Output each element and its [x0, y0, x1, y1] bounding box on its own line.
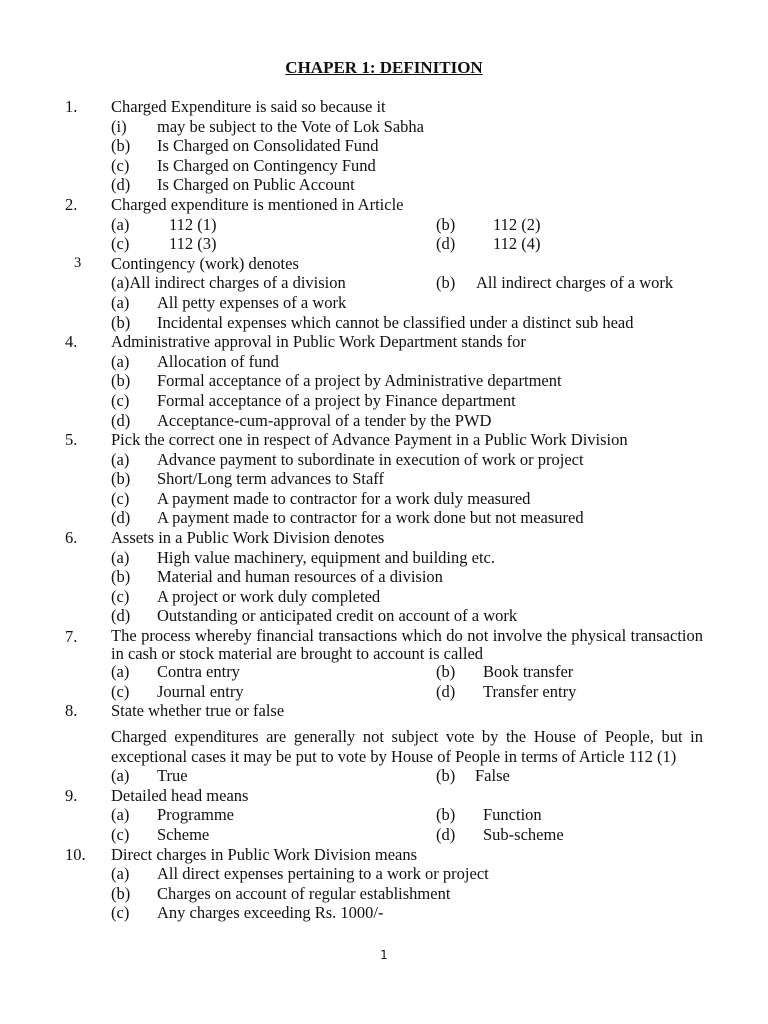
option-row — [0, 371, 768, 391]
option-text: False — [475, 766, 510, 786]
option-text: Journal entry — [157, 681, 244, 701]
option-text: Short/Long term advances to Staff — [157, 469, 384, 489]
option-label: (a) — [111, 547, 130, 567]
option-text: Any charges exceeding Rs. 1000/- — [157, 903, 384, 923]
option-row — [0, 567, 768, 587]
option-text: Formal acceptance of a project by Finance department — [157, 390, 516, 410]
option-label: (a) — [111, 292, 130, 312]
option-label: (b) — [436, 766, 456, 786]
option-text: High value machinery, equipment and building etc. — [157, 547, 496, 567]
option-label: (c) — [111, 681, 130, 701]
option-label: (i) — [111, 116, 127, 136]
option-label: (d) — [111, 508, 131, 528]
option-row — [0, 864, 768, 884]
option-text: 112 (3) — [169, 234, 217, 254]
option-row — [0, 175, 768, 195]
question-text: State whether true or false — [111, 701, 285, 721]
option-label: (d) — [111, 175, 131, 195]
option-row — [0, 313, 768, 333]
question-number: 8. — [65, 701, 78, 721]
option-label: (b) — [436, 214, 456, 234]
question-1 — [0, 97, 768, 117]
option-label: (d) — [111, 606, 131, 626]
option-row — [0, 587, 768, 607]
question-text: Pick the correct one in respect of Advance Payment in a Public Work Division — [111, 430, 628, 450]
question-text: Direct charges in Public Work Division means — [111, 844, 418, 864]
option-text: may be subject to the Vote of Lok Sabha — [157, 116, 425, 136]
option-label: (a) — [111, 766, 130, 786]
question-9 — [0, 786, 768, 806]
question-number: 4. — [65, 332, 78, 352]
option-text: Advance payment to subordinate in execution of work or project — [157, 449, 584, 469]
option-label: (d) — [436, 681, 456, 701]
question-text: The process whereby financial transactions which do not involve the physical transaction in cash or stock material are brought to account is called — [111, 626, 703, 663]
option-row — [0, 293, 768, 313]
option-row — [0, 411, 768, 431]
option-row — [0, 117, 768, 137]
option-text: 112 (1) — [169, 214, 217, 234]
option-row — [0, 352, 768, 372]
option-text: Is Charged on Consolidated Fund — [157, 136, 379, 156]
option-label: (c) — [111, 234, 130, 254]
option-text: (a)All indirect charges of a division — [111, 273, 346, 293]
option-label: (b) — [111, 371, 131, 391]
option-label: (b) — [111, 312, 131, 332]
option-label: (a) — [111, 805, 130, 825]
question-number: 3 — [74, 254, 82, 271]
option-label: (b) — [111, 883, 131, 903]
option-text: Allocation of fund — [157, 351, 279, 371]
option-row — [0, 215, 768, 235]
option-text: Book transfer — [483, 662, 574, 682]
option-row — [0, 903, 768, 923]
question-list — [0, 97, 768, 923]
question-number: 6. — [65, 528, 78, 548]
question-10 — [0, 845, 768, 865]
option-text: Sub-scheme — [483, 824, 564, 844]
question-3 — [0, 254, 768, 274]
option-label: (a) — [111, 214, 130, 234]
question-number: 1. — [65, 97, 78, 116]
question-number: 7. — [65, 627, 78, 647]
option-label: (d) — [436, 824, 456, 844]
option-text: Is Charged on Contingency Fund — [157, 155, 376, 175]
option-row — [0, 682, 768, 702]
option-label: (b) — [436, 805, 456, 825]
option-label: (b) — [111, 469, 131, 489]
question-number: 5. — [65, 430, 78, 450]
question-text: Charged Expenditure is said so because it — [111, 97, 386, 116]
question-text: Contingency (work) denotes — [111, 253, 299, 273]
option-row — [0, 450, 768, 470]
option-text: A payment made to contractor for a work done but not measured — [157, 508, 584, 528]
option-text: Acceptance-cum-approval of a tender by the PWD — [157, 410, 492, 430]
option-row — [0, 884, 768, 904]
option-text: Outstanding or anticipated credit on account of a work — [157, 606, 518, 626]
question-text: Administrative approval in Public Work Department stands for — [111, 332, 526, 352]
statement-text: Charged expenditures are generally not subject vote by the House of People, but in exceptional cases it may be put to vote by House of People in terms of Article 112 (1) — [111, 727, 703, 766]
option-label: (a) — [111, 351, 130, 371]
option-row — [0, 136, 768, 156]
option-text: Scheme — [157, 824, 210, 844]
question-number: 9. — [65, 785, 78, 805]
option-text: All direct expenses pertaining to a work or project — [157, 864, 489, 884]
option-row — [0, 662, 768, 682]
option-text: Material and human resources of a division — [157, 567, 443, 587]
option-row — [0, 548, 768, 568]
option-label: (c) — [111, 488, 130, 508]
option-text: All petty expenses of a work — [157, 292, 347, 312]
option-row — [0, 391, 768, 411]
option-row — [0, 273, 768, 293]
option-label: (a) — [111, 662, 130, 682]
option-row — [0, 825, 768, 845]
option-row — [0, 156, 768, 176]
option-row — [0, 805, 768, 825]
option-text: Formal acceptance of a project by Administrative department — [157, 371, 562, 391]
question-text: Assets in a Public Work Division denotes — [111, 528, 385, 548]
question-4 — [0, 332, 768, 352]
question-text: Detailed head means — [111, 785, 249, 805]
option-label: (b) — [111, 567, 131, 587]
question-5 — [0, 430, 768, 450]
option-label: (b) — [436, 273, 456, 293]
question-6 — [0, 528, 768, 548]
page-title: CHAPER 1: DEFINITION — [285, 58, 483, 77]
option-label: (c) — [111, 903, 130, 923]
option-text: Function — [483, 805, 542, 825]
option-text: 112 (4) — [493, 234, 541, 254]
option-label: (b) — [436, 662, 456, 682]
question-2 — [0, 195, 768, 215]
option-text: A payment made to contractor for a work duly measured — [157, 488, 531, 508]
option-text: Charges on account of regular establishment — [157, 883, 451, 903]
option-text: Incidental expenses which cannot be classified under a distinct sub head — [157, 312, 634, 332]
question-number: 2. — [65, 194, 78, 214]
option-text: All indirect charges of a work — [476, 273, 674, 293]
option-row — [0, 469, 768, 489]
option-text: Transfer entry — [483, 681, 577, 701]
option-text: True — [157, 766, 188, 786]
option-row — [0, 766, 768, 786]
option-text: Programme — [157, 805, 234, 825]
option-row — [0, 508, 768, 528]
option-text: A project or work duly completed — [157, 586, 381, 606]
page-number: 1 — [380, 948, 388, 962]
option-label: (c) — [111, 824, 130, 844]
option-label: (c) — [111, 586, 130, 606]
option-row — [0, 489, 768, 509]
option-label: (d) — [436, 234, 456, 254]
question-8 — [0, 701, 768, 721]
option-row — [0, 234, 768, 254]
option-row — [0, 606, 768, 626]
option-label: (d) — [111, 410, 131, 430]
option-label: (c) — [111, 390, 130, 410]
option-text: Contra entry — [157, 662, 240, 682]
option-label: (c) — [111, 155, 130, 175]
question-text: Charged expenditure is mentioned in Article — [111, 194, 404, 214]
option-text: 112 (2) — [493, 214, 541, 234]
option-label: (b) — [111, 136, 131, 156]
option-label: (a) — [111, 864, 130, 884]
option-text: Is Charged on Public Account — [157, 175, 355, 195]
question-number: 10. — [65, 844, 86, 864]
option-label: (a) — [111, 449, 130, 469]
